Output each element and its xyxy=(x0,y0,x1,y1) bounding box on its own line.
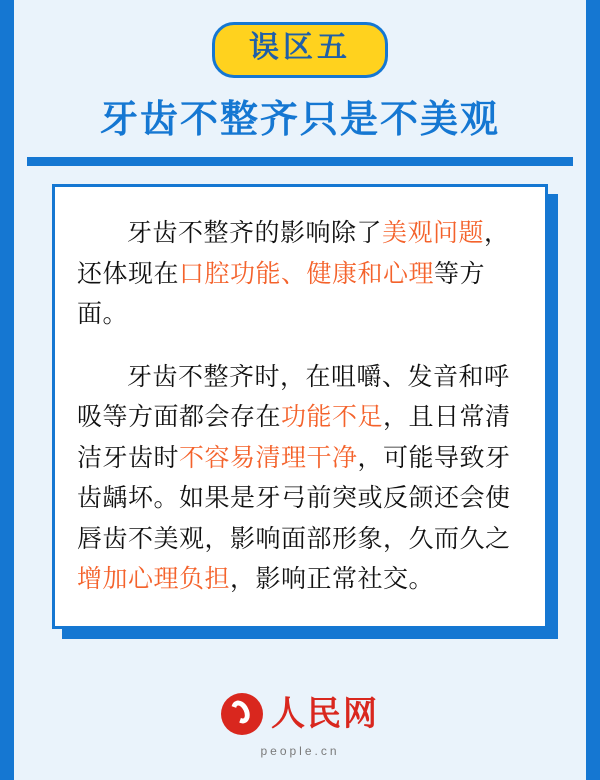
p1-highlight-1: 美观问题 xyxy=(382,219,485,248)
p2-highlight-1: 功能不足 xyxy=(281,403,384,432)
p2-seg4: ，影响正常社交。 xyxy=(230,565,435,594)
p2-highlight-3: 增加心理负担 xyxy=(77,565,231,594)
p1-seg2: ，还体现在 xyxy=(77,219,510,288)
logo-text: 人民网 xyxy=(271,695,379,733)
logo-domain: people.cn xyxy=(260,744,340,758)
p1-highlight-2: 口腔功能、健康和心理 xyxy=(179,259,435,288)
p1-seg3: 等方面。 xyxy=(77,259,486,329)
paragraph-1 xyxy=(77,213,523,335)
right-edge-bar xyxy=(586,0,600,780)
section-badge: 误区五 xyxy=(212,22,388,78)
left-edge-bar xyxy=(0,0,14,780)
footer xyxy=(14,693,586,758)
badge-container xyxy=(14,0,586,78)
paragraph-2 xyxy=(77,357,523,600)
p2-highlight-2: 不容易清理干净 xyxy=(179,443,358,472)
site-logo xyxy=(221,693,379,735)
page-title: 牙齿不整齐只是不美观 xyxy=(99,98,500,141)
poster-inner xyxy=(14,0,586,780)
p2-seg3: ，可能导致牙齿龋坏。如果是牙弓前突或反颌还会使唇齿不美观，影响面部形象，久而久之 xyxy=(77,443,511,553)
content-card xyxy=(52,184,548,629)
p1-seg1: 牙齿不整齐的影响除了 xyxy=(127,219,383,248)
people-cn-logo-icon xyxy=(221,693,263,735)
p2-seg1: 牙齿不整齐时，在咀嚼、发音和呼吸等方面都会存在 xyxy=(77,362,510,432)
title-divider xyxy=(27,157,573,166)
p2-seg2: ，且日常清洁牙齿时 xyxy=(77,403,511,472)
